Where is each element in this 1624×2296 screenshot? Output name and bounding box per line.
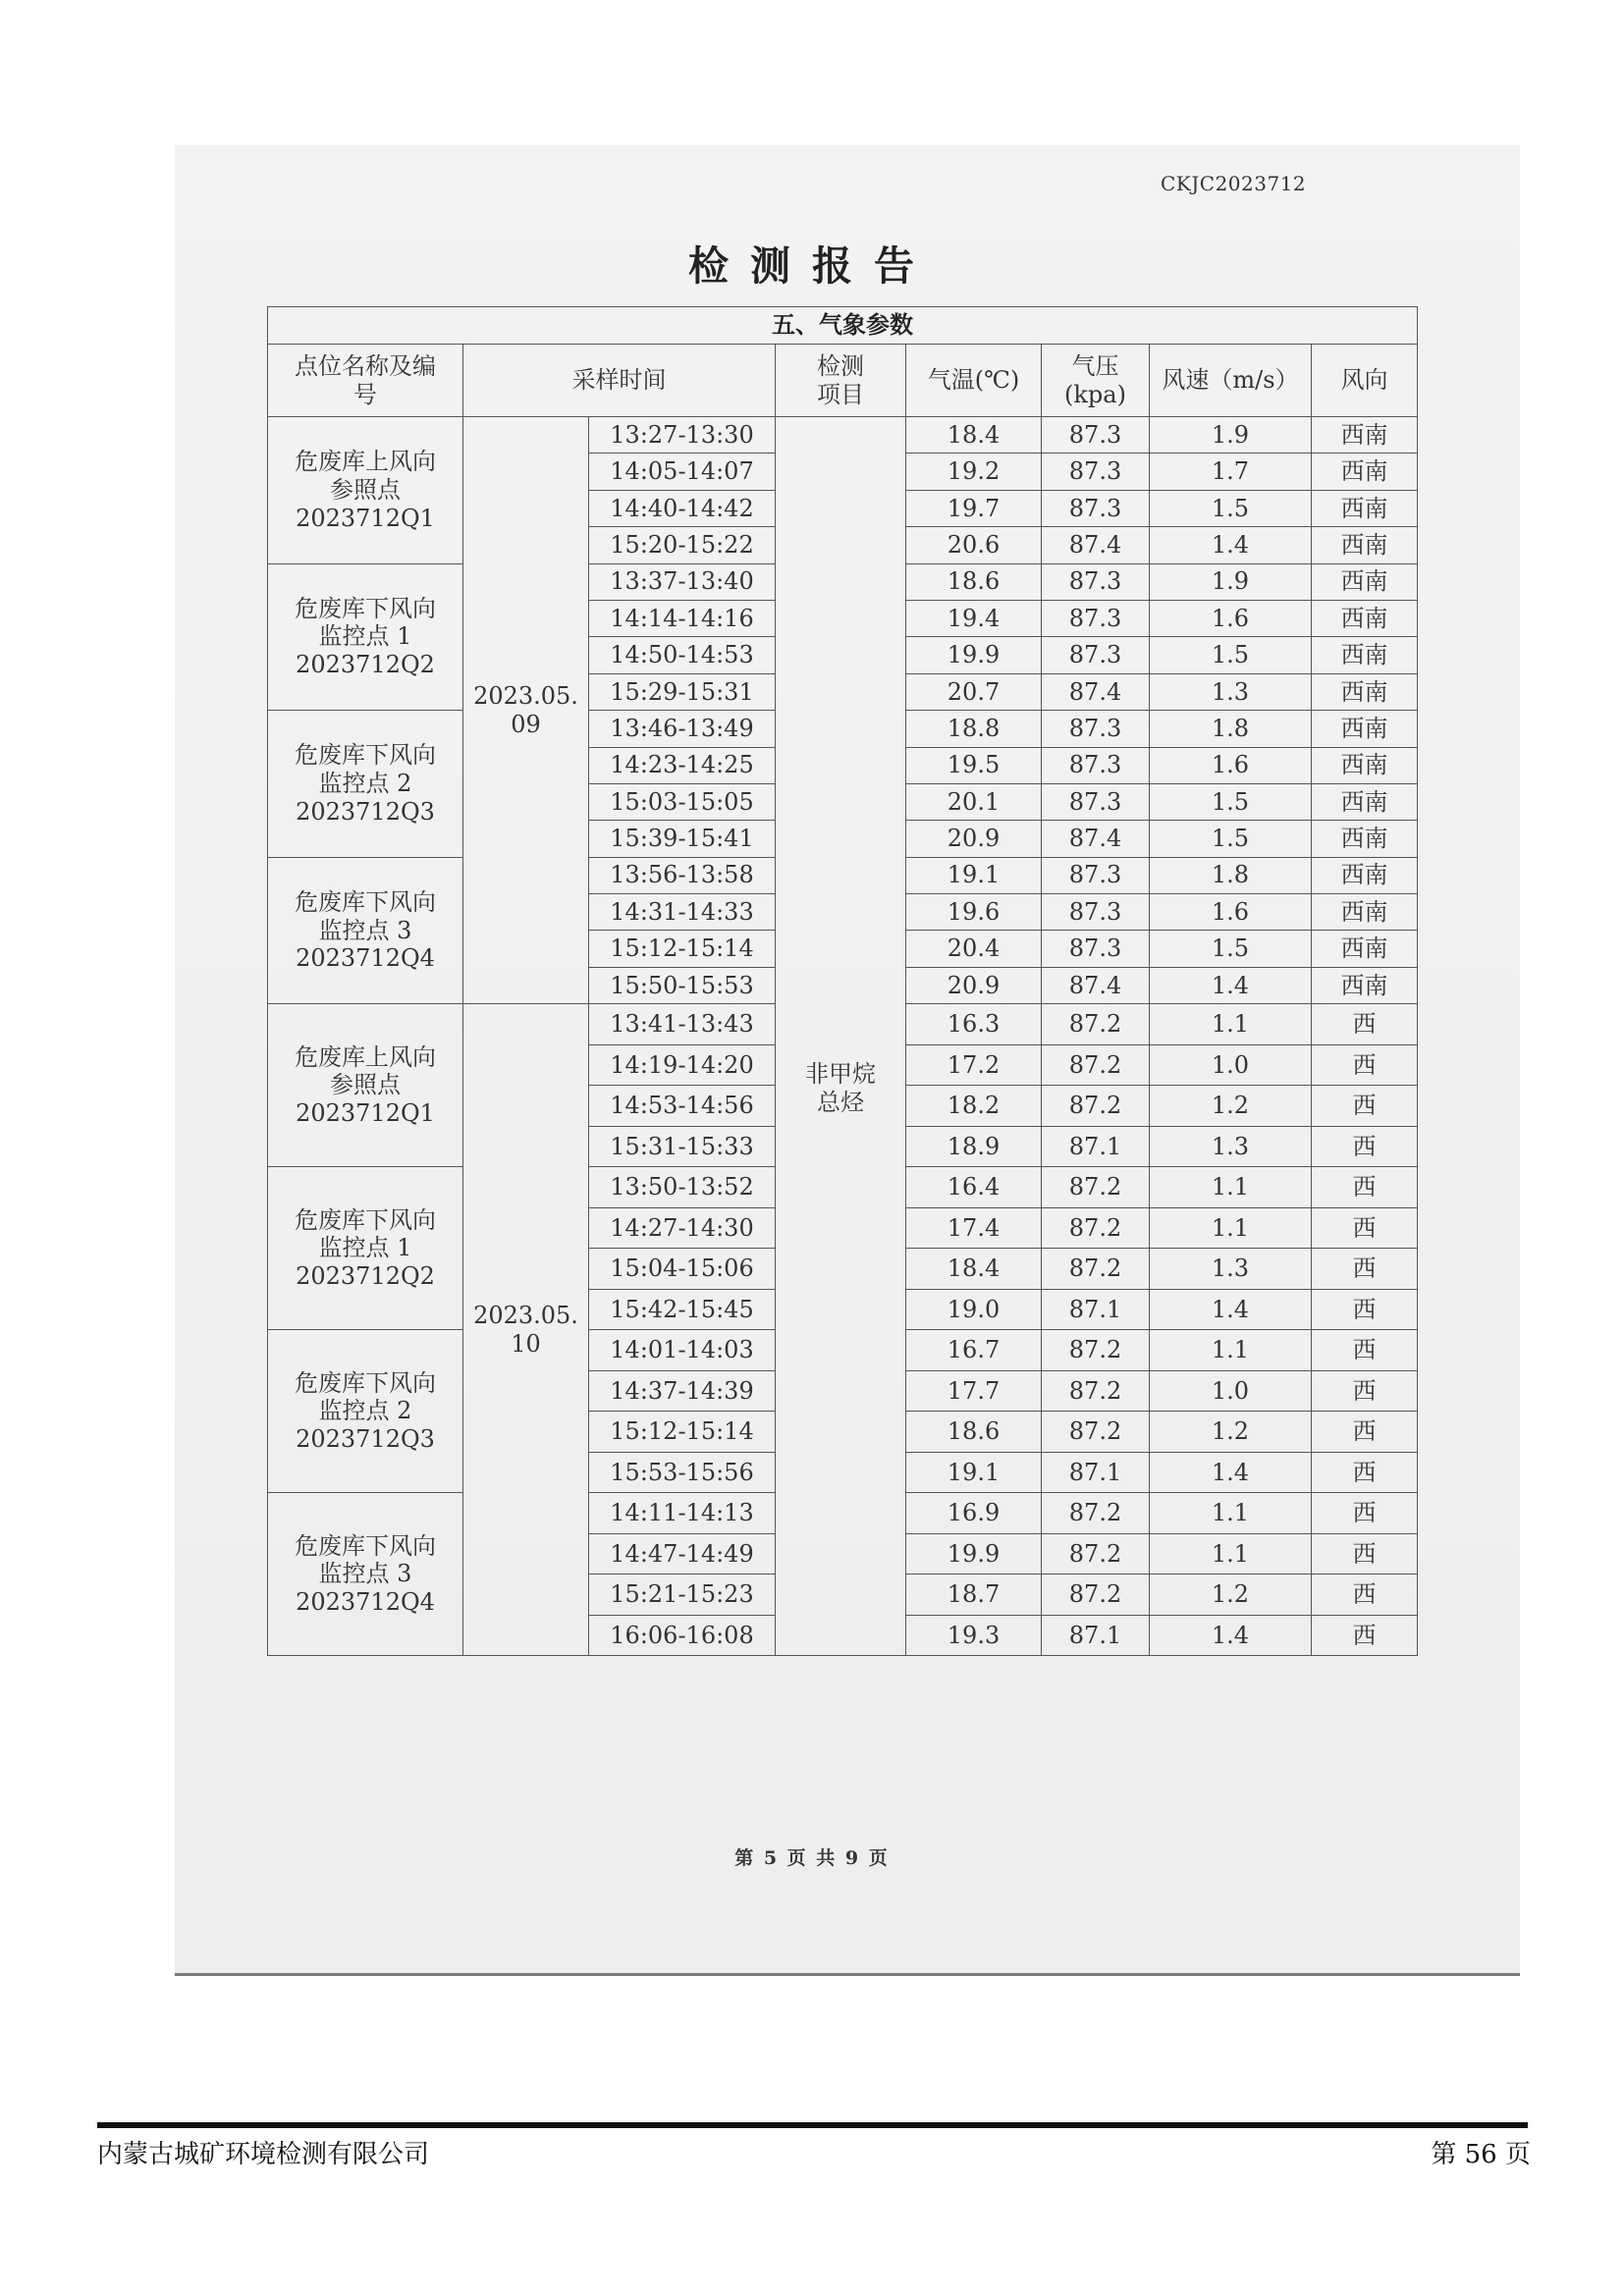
scan-edge-line <box>175 1973 1520 1976</box>
line: 危废库上风向 <box>295 1042 436 1071</box>
temperature-cell: 18.4 <box>906 417 1042 454</box>
wind-direction-cell: 西南 <box>1312 894 1418 931</box>
wind-speed-cell: 1.1 <box>1150 1533 1312 1575</box>
pressure-cell: 87.1 <box>1042 1452 1150 1493</box>
wind-direction-cell: 西 <box>1312 1493 1418 1534</box>
sampling-time-cell: 15:04-15:06 <box>589 1249 776 1290</box>
temperature-cell: 20.9 <box>906 967 1042 1003</box>
sampling-date-cell <box>463 1004 589 1656</box>
wind-direction-cell: 西 <box>1312 1533 1418 1575</box>
pressure-cell: 87.3 <box>1042 600 1150 636</box>
sampling-time-cell: 15:50-15:53 <box>589 967 776 1003</box>
wind-speed-cell: 1.1 <box>1150 1207 1312 1249</box>
temperature-cell: 18.8 <box>906 711 1042 747</box>
wind-speed-cell: 1.1 <box>1150 1004 1312 1045</box>
line: 危废库下风向 <box>295 741 436 770</box>
pressure-cell: 87.4 <box>1042 967 1150 1003</box>
temperature-cell: 18.6 <box>906 563 1042 600</box>
header-wind-direction: 风向 <box>1312 345 1418 417</box>
sampling-time-cell: 15:53-15:56 <box>589 1452 776 1493</box>
line: 监控点 1 <box>318 1234 412 1262</box>
sampling-time-cell: 13:41-13:43 <box>589 1004 776 1045</box>
wind-speed-cell: 1.5 <box>1150 490 1312 526</box>
wind-direction-cell: 西 <box>1312 1452 1418 1493</box>
pressure-cell: 87.3 <box>1042 857 1150 893</box>
temperature-cell: 16.4 <box>906 1167 1042 1208</box>
line: 监控点 3 <box>318 1560 412 1588</box>
line: 2023.05. <box>473 681 578 710</box>
wind-direction-cell: 西南 <box>1312 931 1418 967</box>
temperature-cell: 19.3 <box>906 1615 1042 1656</box>
line: 监控点 1 <box>318 622 412 651</box>
sampling-time-cell: 13:50-13:52 <box>589 1167 776 1208</box>
pressure-cell: 87.3 <box>1042 894 1150 931</box>
inner-page-footer: 第 5 页 共 9 页 <box>734 1847 890 1869</box>
wind-speed-cell: 1.5 <box>1150 637 1312 673</box>
wind-speed-cell: 1.5 <box>1150 783 1312 820</box>
pressure-cell: 87.2 <box>1042 1493 1150 1534</box>
wind-speed-cell: 1.0 <box>1150 1044 1312 1086</box>
wind-speed-cell: 1.9 <box>1150 417 1312 454</box>
pressure-cell: 87.2 <box>1042 1004 1150 1045</box>
sampling-time-cell: 15:03-15:05 <box>589 783 776 820</box>
wind-speed-cell: 1.2 <box>1150 1086 1312 1127</box>
point-name-cell <box>268 1167 463 1330</box>
wind-speed-cell: 1.4 <box>1150 1615 1312 1656</box>
pressure-cell: 87.2 <box>1042 1207 1150 1249</box>
temperature-cell: 19.7 <box>906 490 1042 526</box>
pressure-cell: 87.1 <box>1042 1289 1150 1330</box>
header-point: 点位名称及编 号 <box>268 345 463 417</box>
wind-direction-cell: 西 <box>1312 1249 1418 1290</box>
wind-direction-cell: 西南 <box>1312 527 1418 563</box>
temperature-cell: 16.7 <box>906 1330 1042 1371</box>
wind-direction-cell: 西南 <box>1312 857 1418 893</box>
header-item: 检测 项目 <box>776 345 906 417</box>
point-name-cell <box>268 857 463 1004</box>
temperature-cell: 20.6 <box>906 527 1042 563</box>
sampling-time-cell: 15:31-15:33 <box>589 1126 776 1167</box>
wind-direction-cell: 西南 <box>1312 417 1418 454</box>
header-wind-speed: 风速（m/s） <box>1150 345 1312 417</box>
wind-direction-cell: 西 <box>1312 1044 1418 1086</box>
wind-direction-cell: 西南 <box>1312 967 1418 1003</box>
temperature-cell: 19.4 <box>906 600 1042 636</box>
line: 参照点 <box>330 475 401 504</box>
wind-speed-cell: 1.4 <box>1150 527 1312 563</box>
line: 2023712Q4 <box>296 1588 435 1617</box>
wind-speed-cell: 1.8 <box>1150 711 1312 747</box>
line: 2023.05. <box>473 1301 578 1329</box>
sampling-time-cell: 14:05-14:07 <box>589 454 776 490</box>
wind-direction-cell: 西南 <box>1312 821 1418 857</box>
line: 10 <box>511 1329 541 1358</box>
pressure-cell: 87.2 <box>1042 1412 1150 1453</box>
temperature-cell: 17.4 <box>906 1207 1042 1249</box>
header-row <box>268 345 1418 417</box>
pressure-cell: 87.2 <box>1042 1249 1150 1290</box>
temperature-cell: 18.2 <box>906 1086 1042 1127</box>
temperature-cell: 19.9 <box>906 1533 1042 1575</box>
sampling-time-cell: 15:21-15:23 <box>589 1575 776 1616</box>
wind-direction-cell: 西 <box>1312 1615 1418 1656</box>
temperature-cell: 19.5 <box>906 747 1042 783</box>
sampling-time-cell: 15:29-15:31 <box>589 673 776 710</box>
sampling-time-cell: 14:37-14:39 <box>589 1370 776 1412</box>
sampling-time-cell: 15:39-15:41 <box>589 821 776 857</box>
wind-speed-cell: 1.4 <box>1150 1452 1312 1493</box>
sampling-time-cell: 14:47-14:49 <box>589 1533 776 1575</box>
meteorological-parameters-table <box>267 306 1418 1656</box>
pressure-cell: 87.4 <box>1042 673 1150 710</box>
temperature-cell: 19.0 <box>906 1289 1042 1330</box>
pressure-cell: 87.3 <box>1042 711 1150 747</box>
pressure-cell: 87.1 <box>1042 1126 1150 1167</box>
wind-direction-cell: 西 <box>1312 1086 1418 1127</box>
wind-direction-cell: 西南 <box>1312 747 1418 783</box>
point-name-cell <box>268 417 463 564</box>
wind-speed-cell: 1.8 <box>1150 857 1312 893</box>
wind-direction-cell: 西南 <box>1312 563 1418 600</box>
line: 监控点 2 <box>318 1397 412 1425</box>
wind-speed-cell: 1.3 <box>1150 1126 1312 1167</box>
line: 2023712Q3 <box>296 797 435 826</box>
point-name-cell <box>268 1493 463 1656</box>
line: 危废库下风向 <box>295 1368 436 1397</box>
sampling-time-cell: 16:06-16:08 <box>589 1615 776 1656</box>
sampling-time-cell: 13:46-13:49 <box>589 711 776 747</box>
wind-direction-cell: 西 <box>1312 1126 1418 1167</box>
temperature-cell: 17.7 <box>906 1370 1042 1412</box>
wind-direction-cell: 西南 <box>1312 711 1418 747</box>
sampling-time-cell: 15:12-15:14 <box>589 931 776 967</box>
wind-speed-cell: 1.6 <box>1150 747 1312 783</box>
temperature-cell: 19.2 <box>906 454 1042 490</box>
wind-direction-cell: 西南 <box>1312 490 1418 526</box>
line: 危废库下风向 <box>295 1205 436 1234</box>
wind-direction-cell: 西 <box>1312 1289 1418 1330</box>
wind-direction-cell: 西 <box>1312 1167 1418 1208</box>
temperature-cell: 20.1 <box>906 783 1042 820</box>
pressure-cell: 87.2 <box>1042 1330 1150 1371</box>
wind-direction-cell: 西南 <box>1312 600 1418 636</box>
sampling-time-cell: 15:12-15:14 <box>589 1412 776 1453</box>
wind-direction-cell: 西南 <box>1312 454 1418 490</box>
sampling-time-cell: 13:37-13:40 <box>589 563 776 600</box>
line: 2023712Q1 <box>296 504 435 532</box>
line: 总烃 <box>817 1088 864 1116</box>
pressure-cell: 87.3 <box>1042 454 1150 490</box>
line: 2023712Q3 <box>296 1425 435 1454</box>
wind-speed-cell: 1.9 <box>1150 563 1312 600</box>
line: 危废库下风向 <box>295 594 436 622</box>
sampling-time-cell: 14:50-14:53 <box>589 637 776 673</box>
point-name-cell <box>268 1330 463 1493</box>
line: 危废库上风向 <box>295 448 436 476</box>
temperature-cell: 18.4 <box>906 1249 1042 1290</box>
pressure-cell: 87.2 <box>1042 1575 1150 1616</box>
page-number: 第 56 页 <box>1431 2140 1531 2169</box>
company-name: 内蒙古城矿环境检测有限公司 <box>97 2140 430 2169</box>
line: 非甲烷 <box>805 1060 876 1088</box>
temperature-cell: 19.1 <box>906 857 1042 893</box>
wind-direction-cell: 西 <box>1312 1004 1418 1045</box>
pressure-cell: 87.3 <box>1042 783 1150 820</box>
pressure-cell: 87.3 <box>1042 417 1150 454</box>
sampling-time-cell: 14:27-14:30 <box>589 1207 776 1249</box>
sampling-time-cell: 13:27-13:30 <box>589 417 776 454</box>
line: 监控点 2 <box>318 770 412 797</box>
pressure-cell: 87.3 <box>1042 563 1150 600</box>
wind-speed-cell: 1.4 <box>1150 1289 1312 1330</box>
sampling-time-cell: 14:53-14:56 <box>589 1086 776 1127</box>
wind-speed-cell: 1.0 <box>1150 1370 1312 1412</box>
line: 2023712Q4 <box>296 944 435 973</box>
wind-speed-cell: 1.5 <box>1150 931 1312 967</box>
line: 2023712Q1 <box>296 1099 435 1128</box>
wind-speed-cell: 1.6 <box>1150 600 1312 636</box>
wind-speed-cell: 1.6 <box>1150 894 1312 931</box>
sampling-time-cell: 14:19-14:20 <box>589 1044 776 1086</box>
wind-speed-cell: 1.1 <box>1150 1167 1312 1208</box>
temperature-cell: 17.2 <box>906 1044 1042 1086</box>
temperature-cell: 19.1 <box>906 1452 1042 1493</box>
pressure-cell: 87.3 <box>1042 490 1150 526</box>
wind-direction-cell: 西 <box>1312 1412 1418 1453</box>
wind-speed-cell: 1.3 <box>1150 673 1312 710</box>
sampling-time-cell: 15:42-15:45 <box>589 1289 776 1330</box>
temperature-cell: 20.4 <box>906 931 1042 967</box>
line: 监控点 3 <box>318 916 412 944</box>
line: 危废库下风向 <box>295 887 436 916</box>
wind-direction-cell: 西 <box>1312 1207 1418 1249</box>
pressure-cell: 87.3 <box>1042 747 1150 783</box>
wind-speed-cell: 1.1 <box>1150 1330 1312 1371</box>
header-sampling-time: 采样时间 <box>463 345 776 417</box>
wind-speed-cell: 1.3 <box>1150 1249 1312 1290</box>
wind-speed-cell: 1.4 <box>1150 967 1312 1003</box>
section-title-row <box>268 307 1418 345</box>
pressure-cell: 87.3 <box>1042 637 1150 673</box>
item-cell <box>776 417 906 1656</box>
point-name-cell <box>268 1004 463 1167</box>
wind-direction-cell: 西南 <box>1312 783 1418 820</box>
wind-direction-cell: 西南 <box>1312 673 1418 710</box>
pressure-cell: 87.3 <box>1042 931 1150 967</box>
header-temperature: 气温(℃) <box>906 345 1042 417</box>
wind-direction-cell: 西 <box>1312 1370 1418 1412</box>
temperature-cell: 20.7 <box>906 673 1042 710</box>
temperature-cell: 18.6 <box>906 1412 1042 1453</box>
pressure-cell: 87.1 <box>1042 1615 1150 1656</box>
sampling-time-cell: 14:31-14:33 <box>589 894 776 931</box>
pressure-cell: 87.4 <box>1042 821 1150 857</box>
section-title: 五、气象参数 <box>268 307 1418 345</box>
line: 2023712Q2 <box>296 1262 435 1291</box>
wind-speed-cell: 1.7 <box>1150 454 1312 490</box>
sampling-time-cell: 14:14-14:16 <box>589 600 776 636</box>
report-title: 检测报告 <box>688 242 936 290</box>
wind-direction-cell: 西南 <box>1312 637 1418 673</box>
pressure-cell: 87.2 <box>1042 1086 1150 1127</box>
table-row <box>268 417 1418 454</box>
temperature-cell: 16.3 <box>906 1004 1042 1045</box>
footer-rule <box>97 2122 1528 2128</box>
wind-direction-cell: 西 <box>1312 1330 1418 1371</box>
line: 2023712Q2 <box>296 651 435 679</box>
sampling-time-cell: 13:56-13:58 <box>589 857 776 893</box>
header-pressure: 气压 (kpa) <box>1042 345 1150 417</box>
pressure-cell: 87.2 <box>1042 1533 1150 1575</box>
sampling-time-cell: 15:20-15:22 <box>589 527 776 563</box>
pressure-cell: 87.2 <box>1042 1044 1150 1086</box>
temperature-cell: 20.9 <box>906 821 1042 857</box>
point-name-cell <box>268 711 463 858</box>
line: 参照点 <box>330 1071 401 1099</box>
wind-speed-cell: 1.1 <box>1150 1493 1312 1534</box>
line: 危废库下风向 <box>295 1531 436 1560</box>
temperature-cell: 19.6 <box>906 894 1042 931</box>
sampling-time-cell: 14:11-14:13 <box>589 1493 776 1534</box>
sampling-date-cell <box>463 417 589 1004</box>
pressure-cell: 87.2 <box>1042 1167 1150 1208</box>
line: 09 <box>511 710 541 738</box>
sampling-time-cell: 14:01-14:03 <box>589 1330 776 1371</box>
temperature-cell: 18.7 <box>906 1575 1042 1616</box>
temperature-cell: 16.9 <box>906 1493 1042 1534</box>
pressure-cell: 87.2 <box>1042 1370 1150 1412</box>
wind-direction-cell: 西 <box>1312 1575 1418 1616</box>
sampling-time-cell: 14:23-14:25 <box>589 747 776 783</box>
temperature-cell: 19.9 <box>906 637 1042 673</box>
wind-speed-cell: 1.2 <box>1150 1575 1312 1616</box>
point-name-cell <box>268 563 463 711</box>
wind-speed-cell: 1.5 <box>1150 821 1312 857</box>
pressure-cell: 87.4 <box>1042 527 1150 563</box>
sampling-time-cell: 14:40-14:42 <box>589 490 776 526</box>
temperature-cell: 18.9 <box>906 1126 1042 1167</box>
wind-speed-cell: 1.2 <box>1150 1412 1312 1453</box>
